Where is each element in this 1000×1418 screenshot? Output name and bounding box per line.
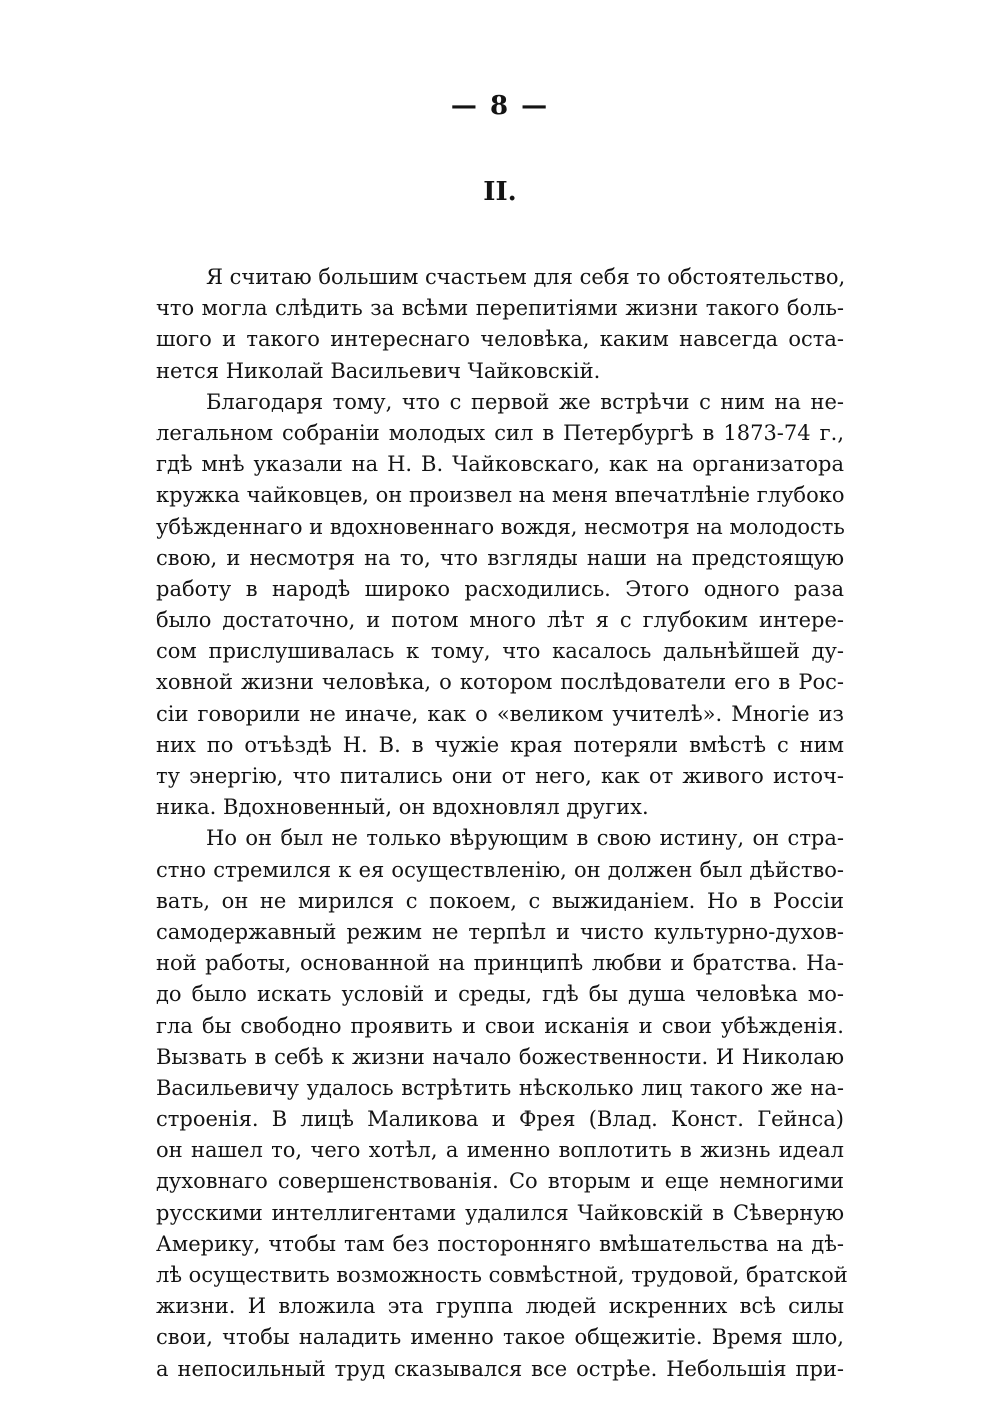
text-line: стно стремился к ея осуществленію, он должен был дѣйство- bbox=[156, 857, 844, 882]
text-line: русскими интеллигентами удалился Чайковскій в Сѣверную bbox=[156, 1200, 844, 1225]
text-line: свою, и несмотря на то, что взгляды наши на предстоящую bbox=[156, 545, 844, 570]
text-line: ной работы, основанной на принципѣ любви и братства. На- bbox=[156, 951, 844, 976]
text-line: Вызвать в себѣ к жизни начало божественности. И Николаю bbox=[156, 1044, 844, 1069]
text-line: он нашел то, чего хотѣл, а именно воплотить в жизнь идеал bbox=[156, 1138, 844, 1163]
text-line: них по отъѣздѣ Н. В. в чужіе края потеряли вмѣстѣ с ним bbox=[156, 732, 844, 757]
text-line: легальном собраніи молодых сил в Петербургѣ в 1873-74 г., bbox=[156, 420, 844, 445]
text-line: а непосильный труд сказывался все острѣе. Небольшія при- bbox=[156, 1356, 844, 1381]
text-line: сом прислушивалась к тому, что касалось дальнѣйшей ду- bbox=[156, 639, 844, 664]
text-line: Васильевичу удалось встрѣтить нѣсколько лиц такого же на- bbox=[156, 1075, 844, 1100]
chapter-heading: II. bbox=[483, 177, 517, 207]
text-line: вать, он не мирился с покоем, с выжиданіем. Но в Россіи bbox=[156, 888, 844, 913]
text-line: гла бы свободно проявить и свои исканія и свои убѣжденія. bbox=[156, 1013, 844, 1038]
text-line: строенія. В лицѣ Маликова и Фрея (Влад. Конст. Гейнса) bbox=[156, 1107, 844, 1132]
text-line: ту энергію, что питались они от него, как от живого источ- bbox=[156, 764, 844, 788]
text-line: жизни. И вложила эта группа людей искренних всѣ силы bbox=[156, 1294, 844, 1319]
text-line: духовнаго совершенствованія. Со вторым и еще немногими bbox=[156, 1169, 844, 1194]
text-line: свои, чтобы наладить именно такое общежитіе. Время шло, bbox=[156, 1325, 844, 1350]
text-line: работу в народѣ широко расходились. Этого одного раза bbox=[156, 576, 844, 601]
text-line: убѣжденнаго и вдохновеннаго вождя, несмотря на молодость bbox=[156, 514, 845, 539]
text-line: Благодаря тому, что с первой же встрѣчи с ним на не- bbox=[206, 389, 844, 414]
body-text bbox=[156, 262, 848, 1385]
text-line: что могла слѣдить за всѣми перепитіями жизни такого боль- bbox=[156, 296, 844, 321]
text-line: Америку, чтобы там без посторонняго вмѣшательства на дѣ- bbox=[156, 1231, 844, 1256]
text-line: до было искать условій и среды, гдѣ бы душа человѣка мо- bbox=[156, 982, 844, 1007]
page-number: — 8 — bbox=[450, 91, 550, 121]
text-line: было достаточно, и потом много лѣт я с глубоким интере- bbox=[156, 608, 844, 633]
text-line: самодержавный режим не терпѣл и чисто культурно-духов- bbox=[156, 919, 844, 944]
text-line: нется Николай Васильевич Чайковскій. bbox=[156, 358, 601, 383]
text-line: кружка чайковцев, он произвел на меня впечатлѣніе глубоко bbox=[156, 483, 845, 508]
text-line: лѣ осуществить возможность совмѣстной, трудовой, братской bbox=[156, 1263, 848, 1287]
text-line: ховной жизни человѣка, о котором послѣдователи его в Рос- bbox=[156, 670, 844, 695]
text-line: Я считаю большим счастьем для себя то обстоятельство, bbox=[206, 265, 846, 289]
text-line: ника. Вдохновенный, он вдохновлял других. bbox=[156, 795, 649, 820]
text-line: Но он был не только вѣрующим в свою истину, он стра- bbox=[206, 826, 844, 851]
text-line: сіи говорили не иначе, как о «великом учителѣ». Многіе из bbox=[156, 701, 844, 726]
text-line: гдѣ мнѣ указали на Н. В. Чайковскаго, как на организатора bbox=[156, 452, 844, 477]
text-line: шого и такого интереснаго человѣка, каким навсегда оста- bbox=[156, 327, 844, 352]
